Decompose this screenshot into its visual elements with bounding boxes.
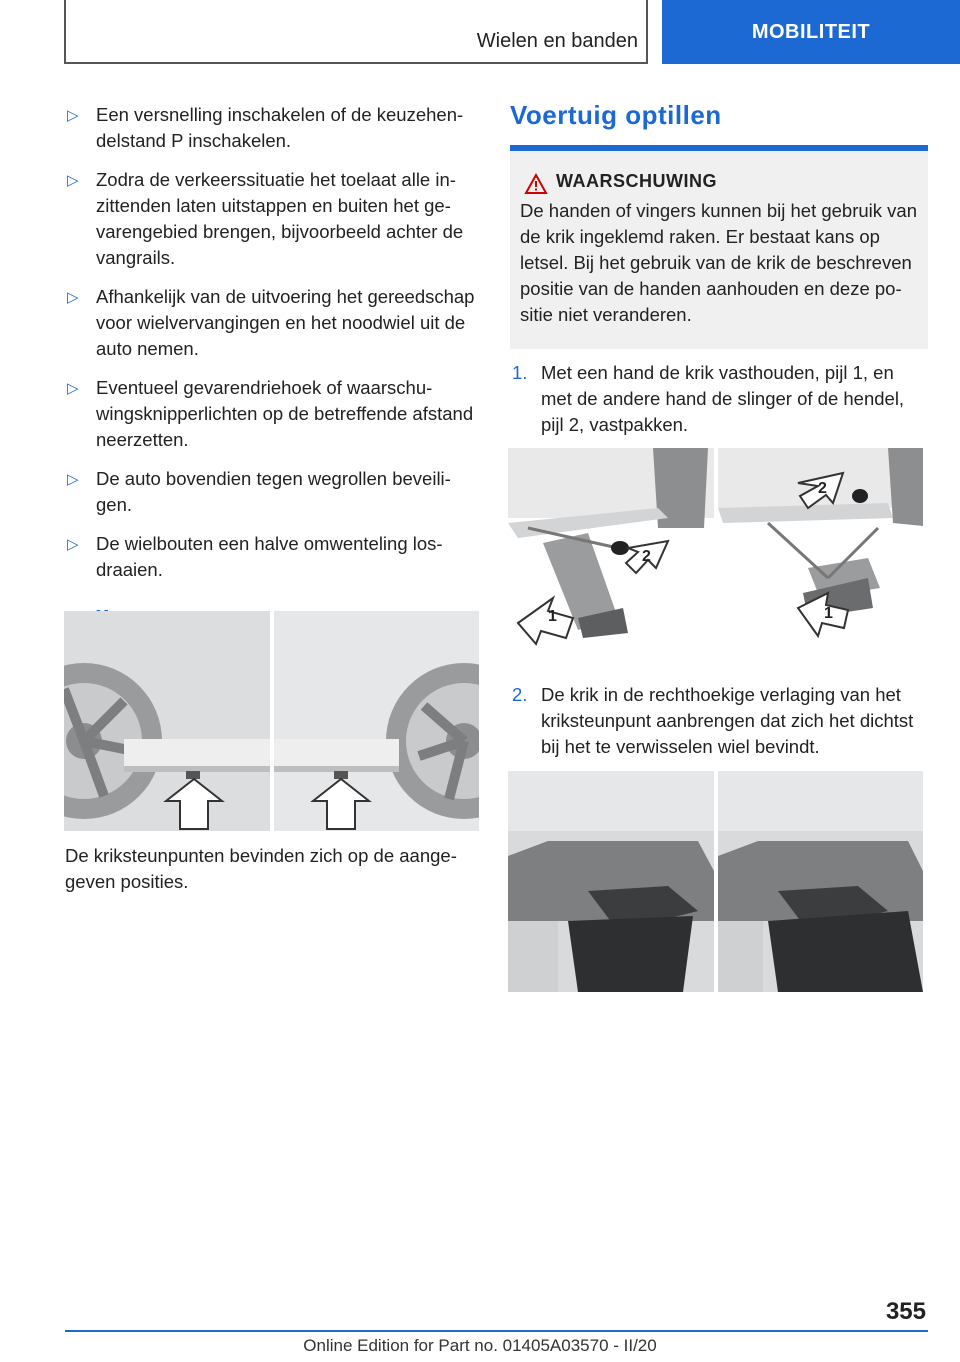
list-item: 1. Met een hand de krik vasthouden, pijl 1, en met de andere hand de slinger of de hendel, pijl 2, vastpakken. [512, 362, 905, 435]
warning-title: WAARSCHUWING [556, 171, 717, 191]
footer-edition[interactable]: Online Edition for Part no. 01405A03570 - II/20 [303, 1336, 657, 1355]
list-item: ▷ Een versnelling inschakelen of de keuzehendelstand P inschakelen. [67, 104, 464, 151]
triangle-bullet-icon: ▷ [67, 107, 79, 124]
jack-point-illustration [508, 771, 923, 992]
jack-point-closeup-image [508, 771, 923, 992]
list-item: 2. De krik in de rechthoekige verlaging van het kriksteunpunt aanbrengen dat zich het dichtst bij het te verwisselen wiel bevindt. [512, 684, 914, 757]
step-number: 1. [512, 362, 528, 383]
warning-box [510, 145, 928, 349]
jacking-points-image [64, 611, 479, 831]
warning-text: De handen of vingers kunnen bij het gebruik van de krik ingeklemd raken. Er bestaat kans op letsel. Bij het gebruik van de krik de beschreven positie van de handen aanhouden en deze positie niet veranderen. [520, 200, 917, 325]
preparation-steps [65, 102, 479, 583]
triangle-bullet-icon: ▷ [67, 380, 79, 397]
list-item: ▷ De wielbouten een halve omwenteling losdraaien. [67, 533, 443, 580]
list-item: ▷ Eventueel gevarendriehoek of waarschuwingsknipperlichten op de betreffende afstand neerzetten. [67, 377, 474, 450]
header-section-title: Wielen en banden [476, 30, 638, 52]
triangle-bullet-icon: ▷ [67, 172, 79, 189]
jack-illustration [508, 448, 923, 648]
jack-steps-2 [510, 682, 928, 760]
jacking-points-caption-wrap [65, 843, 479, 895]
page-number: 355 [885, 1298, 926, 1325]
jack-steps-1 [510, 360, 928, 438]
section-title-voertuig-optillen: Voertuig optillen [510, 100, 722, 130]
step-number: 2. [512, 684, 528, 705]
triangle-bullet-icon: ▷ [67, 536, 79, 553]
list-item: ▷ De auto bovendien tegen wegrollen beveiligen. [67, 468, 451, 515]
car-underside-illustration [64, 611, 479, 831]
arrow-label-1: 1 [548, 608, 557, 625]
triangle-bullet-icon: ▷ [67, 289, 79, 306]
arrow-label-2b: 2 [818, 480, 827, 497]
footer-divider [65, 1330, 928, 1332]
arrow-label-2: 2 [642, 548, 651, 565]
list-item: ▷ Afhankelijk van de uitvoering het gereedschap voor wielvervangingen en het noodwiel uit de auto nemen. [67, 286, 475, 359]
triangle-bullet-icon: ▷ [67, 471, 79, 488]
arrow-label-1b: 1 [824, 605, 833, 622]
warning-triangle-icon [524, 173, 548, 195]
jack-handling-image [508, 448, 923, 648]
left-column [65, 102, 479, 636]
jacking-points-caption: De kriksteunpunten bevinden zich op de aangegeven posities. [65, 845, 457, 892]
header-chapter-tab[interactable]: MOBILITEIT [662, 0, 960, 64]
list-item: ▷ Zodra de verkeerssituatie het toelaat alle inzittenden laten uitstappen en buiten het gevarengebied brengen, bijvoorbeeld achter de vangrails. [67, 169, 464, 268]
right-column [510, 100, 928, 131]
